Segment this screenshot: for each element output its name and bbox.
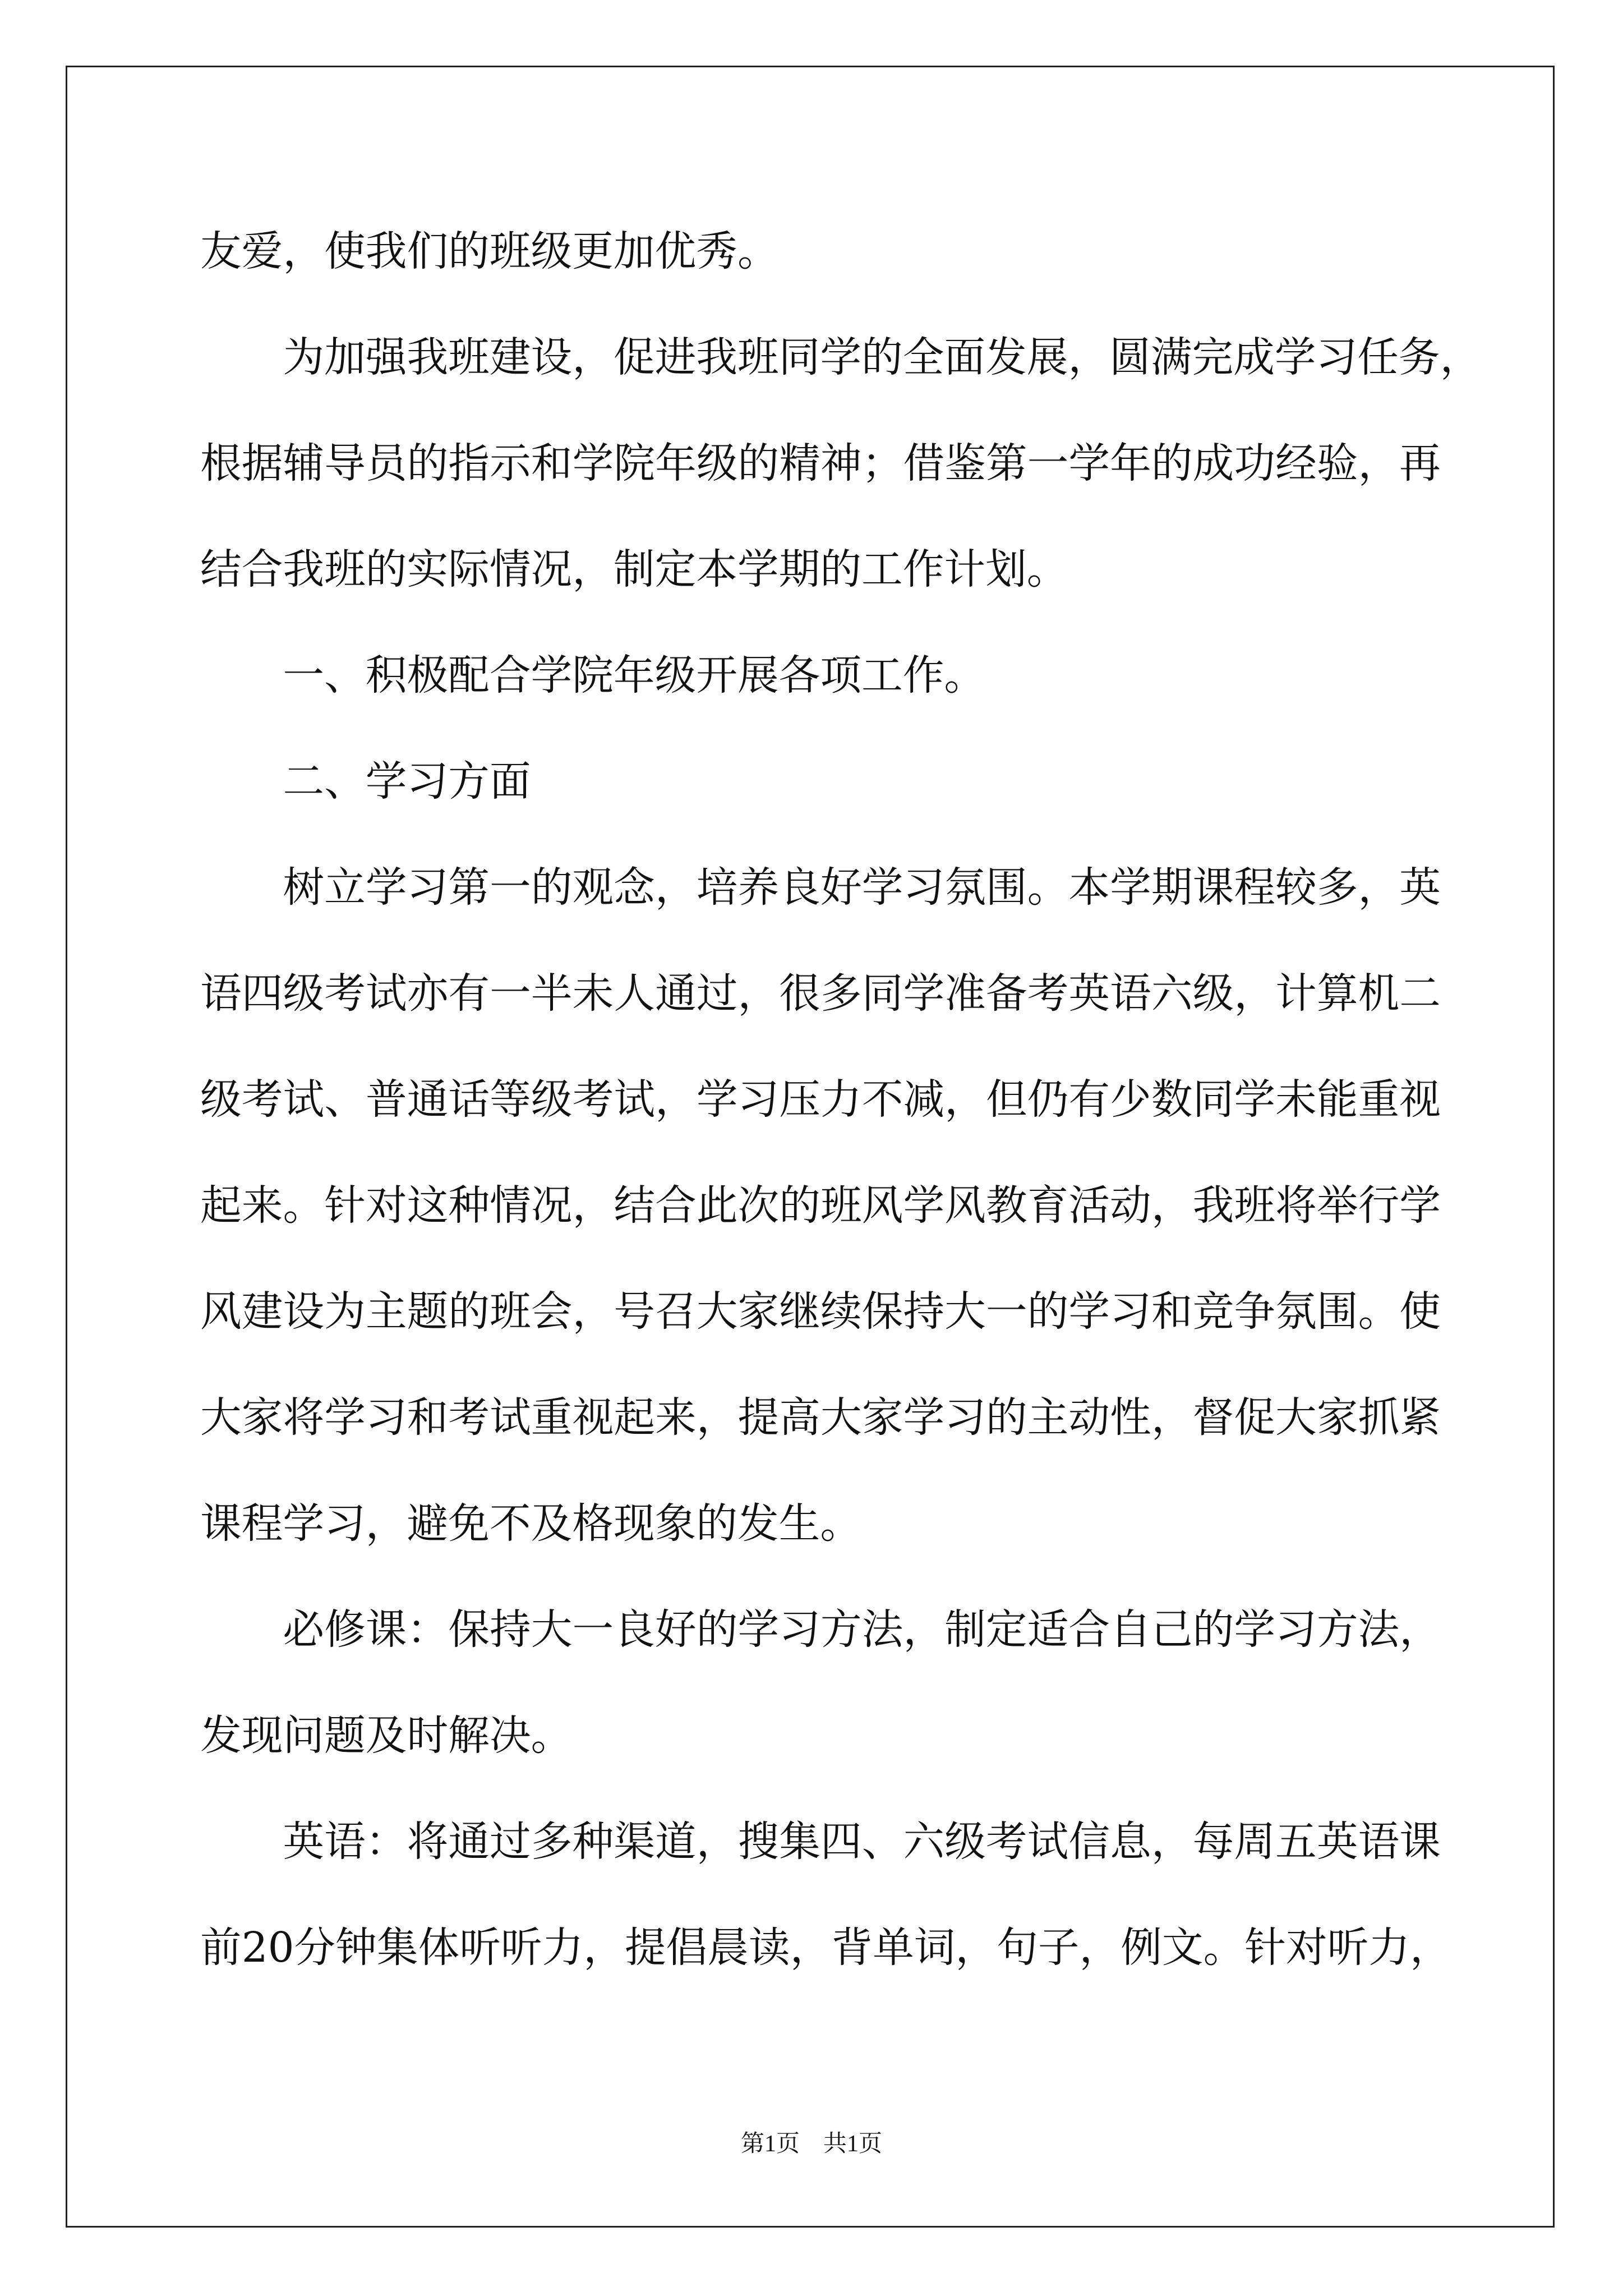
section-heading: [200, 729, 1441, 835]
text-line: 必修课：保持大一良好的学习方法，制定适合自己的学习方法，: [283, 1606, 1441, 1654]
text-line: 根据辅导员的指示和学院年级的精神；借鉴第一学年的成功经验，再: [200, 440, 1441, 487]
text-line: 友爱，使我们的班级更加优秀。: [200, 228, 779, 275]
text-line: 起来。针对这种情况，结合此次的班风学风教育活动，我班将举行学: [200, 1182, 1441, 1230]
text-line: 英语：将通过多种渠道，搜集四、六级考试信息，每周五英语课: [283, 1818, 1441, 1866]
text-line: 结合我班的实际情况，制定本学期的工作计划。: [200, 546, 1068, 593]
text-line: 级考试、普通话等级考试，学习压力不减，但仍有少数同学未能重视: [200, 1076, 1441, 1124]
text-line: 树立学习第一的观念，培养良好学习氛围。本学期课程较多，英: [283, 864, 1441, 912]
paragraph: [200, 1789, 1451, 2001]
text-line: 一、积极配合学院年级开展各项工作。: [283, 652, 986, 700]
text-line: 发现问题及时解决。: [200, 1712, 573, 1760]
text-line: 二、学习方面: [283, 758, 531, 806]
page-number-footer: 第1页 共1页: [740, 2131, 882, 2157]
text-line: 前20分钟集体听听力，提倡晨读，背单词，句子，例文。针对听力，: [200, 1924, 1451, 1972]
text-line: 语四级考试亦有一半未人通过，很多同学准备考英语六级，计算机二: [200, 970, 1441, 1018]
text-line: 风建设为主题的班会，号召大家继续保持大一的学习和竞争氛围。使: [200, 1288, 1441, 1336]
text-line: 课程学习，避免不及格现象的发生。: [200, 1500, 862, 1548]
document-body: [200, 199, 1482, 2001]
paragraph: [200, 199, 1441, 305]
text-line: 大家将学习和考试重视起来，提高大家学习的主动性，督促大家抓紧: [200, 1394, 1441, 1442]
paragraph: [200, 835, 1441, 1577]
text-line: 为加强我班建设，促进我班同学的全面发展，圆满完成学习任务，: [283, 334, 1482, 381]
paragraph: [200, 1577, 1441, 1789]
paragraph: [200, 305, 1482, 623]
paragraph: [200, 623, 1441, 729]
